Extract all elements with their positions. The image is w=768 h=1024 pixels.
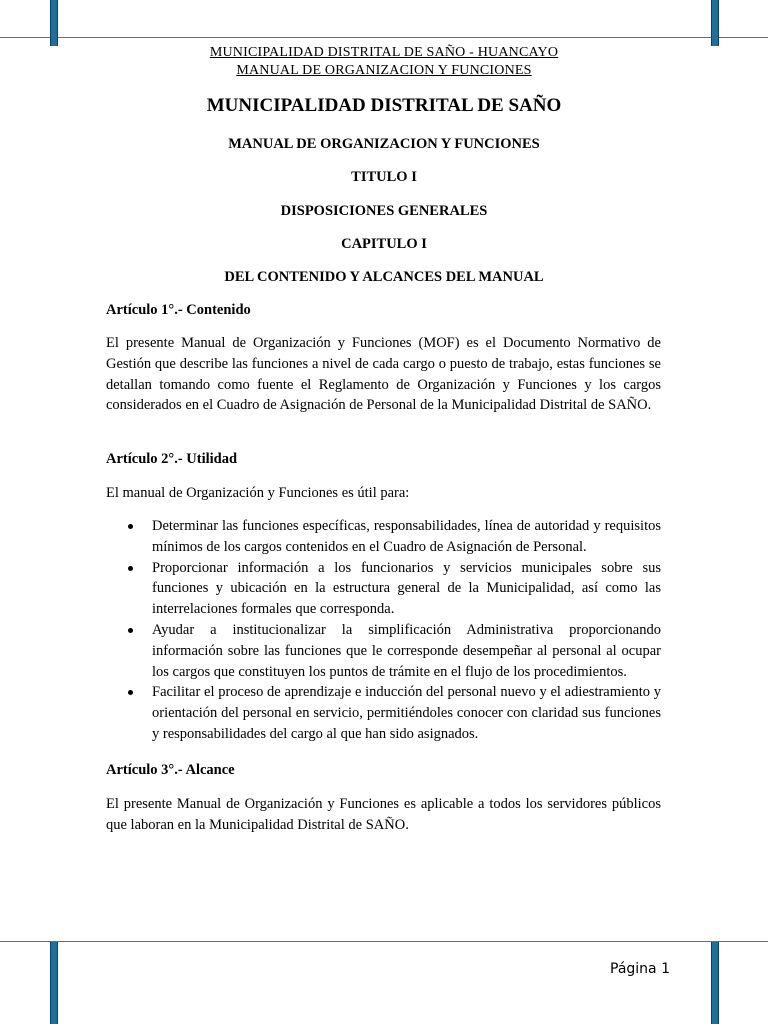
list-item (106, 682, 661, 744)
list-item-text: Proporcionar información a los funcionarios y servicios municipales sobre sus funciones y ubicación en la estructura general de la Municipalidad, así como las interrelaciones formales que corresponda. (152, 559, 661, 618)
document-title: MUNICIPALIDAD DISTRITAL DE SAÑO (206, 95, 562, 116)
border-bar-bottom-right (711, 942, 719, 1024)
running-header-line-1: MUNICIPALIDAD DISTRITAL DE SAÑO - HUANCAYO (209, 45, 559, 60)
top-border-line (0, 37, 768, 38)
capitulo-heading: CAPITULO I (341, 236, 427, 252)
titulo-heading: TITULO I (351, 169, 417, 185)
article-2-heading: Artículo 2°.- Utilidad (106, 451, 238, 467)
border-bar-top-left (50, 0, 58, 46)
bottom-border-line (0, 941, 768, 942)
list-item (106, 516, 661, 558)
manual-title: MANUAL DE ORGANIZACION Y FUNCIONES (228, 136, 540, 152)
list-item (106, 620, 661, 682)
page-number: Página 1 (610, 961, 670, 977)
border-bar-top-right (711, 0, 719, 46)
utility-list (106, 516, 661, 745)
bullet-icon (128, 690, 133, 695)
article-3-body: El presente Manual de Organización y Funciones es aplicable a todos los servidores públicos que laboran en la Municipalidad Distrital de SAÑO. (106, 796, 661, 833)
article-3-heading: Artículo 3°.- Alcance (106, 762, 235, 778)
list-item-text: Facilitar el proceso de aprendizaje e inducción del personal nuevo y el adiestramiento y orientación del personal en servicio, permitiéndoles conocer con claridad sus funciones y responsabilidades del cargo al que han sido asignados. (152, 684, 661, 742)
bullet-icon (128, 628, 133, 633)
disposiciones-heading: DISPOSICIONES GENERALES (280, 203, 488, 219)
border-bar-bottom-left (50, 942, 58, 1024)
article-1-heading: Artículo 1°.- Contenido (106, 302, 251, 318)
list-item (106, 558, 661, 620)
list-item-text: Ayudar a institucionalizar la simplificación Administrativa proporcionando información sobre las funciones que le corresponde desempeñar al personal al ocupar los cargos que constituyen los puntos de trámite en el flujo de los procedimientos. (152, 621, 661, 680)
bullet-icon (128, 524, 133, 529)
article-2-intro: El manual de Organización y Funciones es útil para: (106, 485, 410, 501)
list-item-text: Determinar las funciones específicas, responsabilidades, línea de autoridad y requisitos mínimos de los cargos contenidos en el Cuadro de Asignación de Personal. (152, 518, 661, 555)
bullet-icon (128, 566, 133, 571)
contenido-heading: DEL CONTENIDO Y ALCANCES DEL MANUAL (224, 269, 544, 285)
running-header-line-2: MANUAL DE ORGANIZACION Y FUNCIONES (236, 63, 532, 78)
article-1-body: El presente Manual de Organización y Funciones (MOF) es el Documento Normativo de Gestión que describe las funciones a nivel de cada cargo o puesto de trabajo, estas funciones se detallan tomando como fuente el Reglamento de Organización y Funciones y los cargos considerados en el Cuadro de Asignación de Personal de la Municipalidad Distrital de SAÑO. (106, 335, 661, 414)
